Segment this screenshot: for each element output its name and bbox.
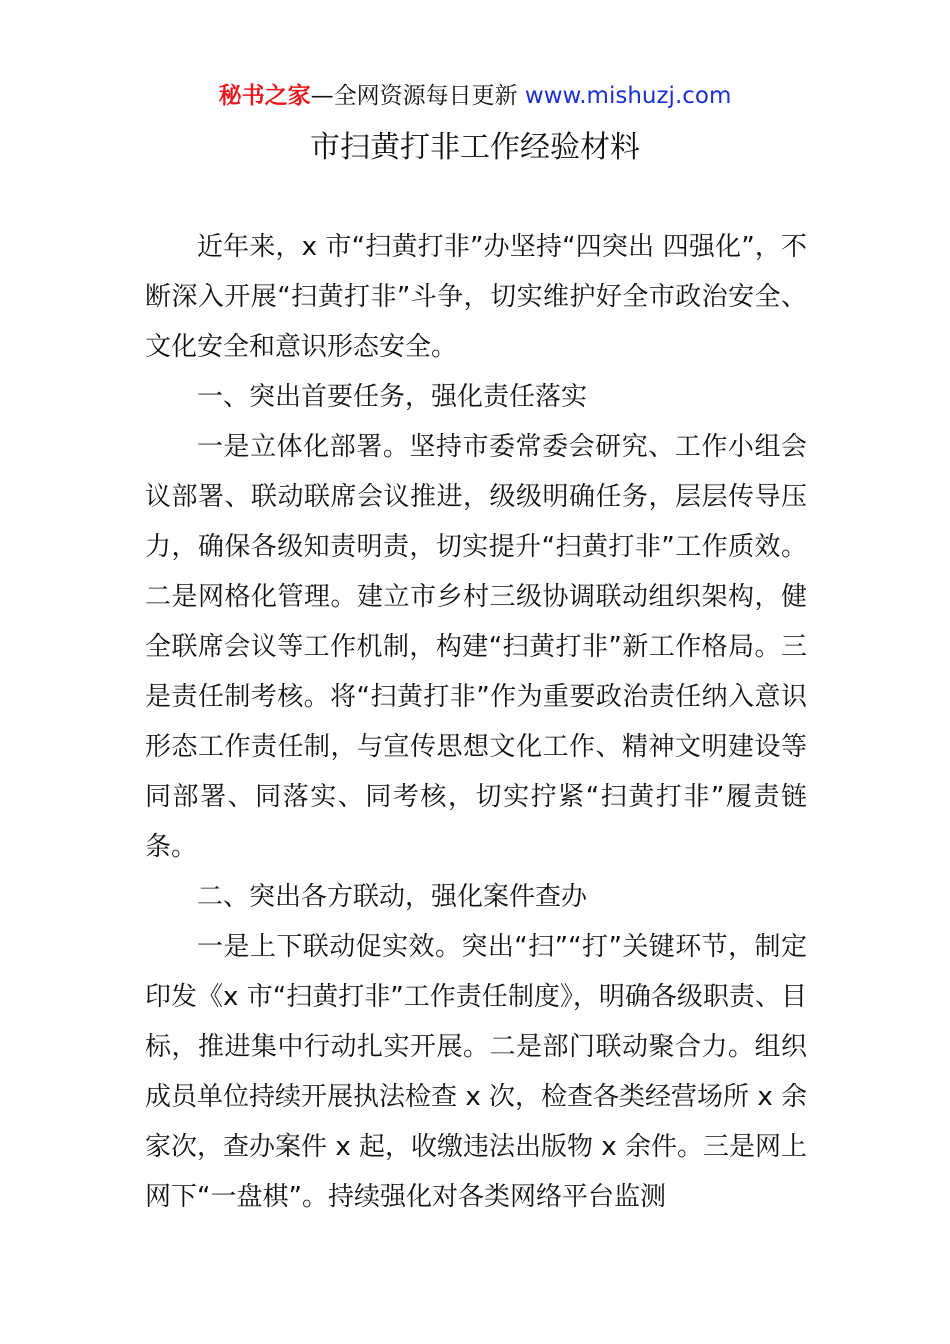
header-slogan: —全网资源每日更新 [310, 83, 518, 109]
document-body [145, 222, 807, 1222]
section-2-paragraph: 一是上下联动促实效。突出“扫”“打”关键环节，制定印发《x 市“扫黄打非”工作责任制度》，明确各级职责、目标，推进集中行动扎实开展。二是部门联动聚合力。组织成员单位持续开展执法检查 x 次，检查各类经营场所 x 余家次，查办案件 x 起，收缴违法出版物 x 余件。三是网上网下“一盘棋”。持续强化对各类网络平台监测 [145, 932, 807, 1212]
section-1-paragraph: 一是立体化部署。坚持市委常委会研究、工作小组会议部署、联动联席会议推进，级级明确任务，层层传导压力，确保各级知责明责，切实提升“扫黄打非”工作质效。二是网格化管理。建立市乡村三级协调联动组织架构，健全联席会议等工作机制，构建“扫黄打非”新工作格局。三是责任制考核。将“扫黄打非”作为重要政治责任纳入意识形态工作责任制，与宣传思想文化工作、精神文明建设等同部署、同落实、同考核，切实拧紧“扫黄打非”履责链条。 [145, 432, 807, 862]
site-header [0, 80, 950, 112]
site-url-link[interactable]: www.mishuzj.com [524, 83, 732, 109]
document-title: 市扫黄打非工作经验材料 [310, 130, 640, 165]
section-heading-2: 二、突出各方联动，强化案件查办 [197, 882, 588, 912]
brand-name: 秘书之家 [218, 83, 311, 109]
section-heading-1: 一、突出首要任务，强化责任落实 [197, 382, 588, 412]
intro-paragraph: 近年来，x 市“扫黄打非”办坚持“四突出 四强化”，不断深入开展“扫黄打非”斗争，切实维护好全市政治安全、文化安全和意识形态安全。 [145, 232, 807, 362]
